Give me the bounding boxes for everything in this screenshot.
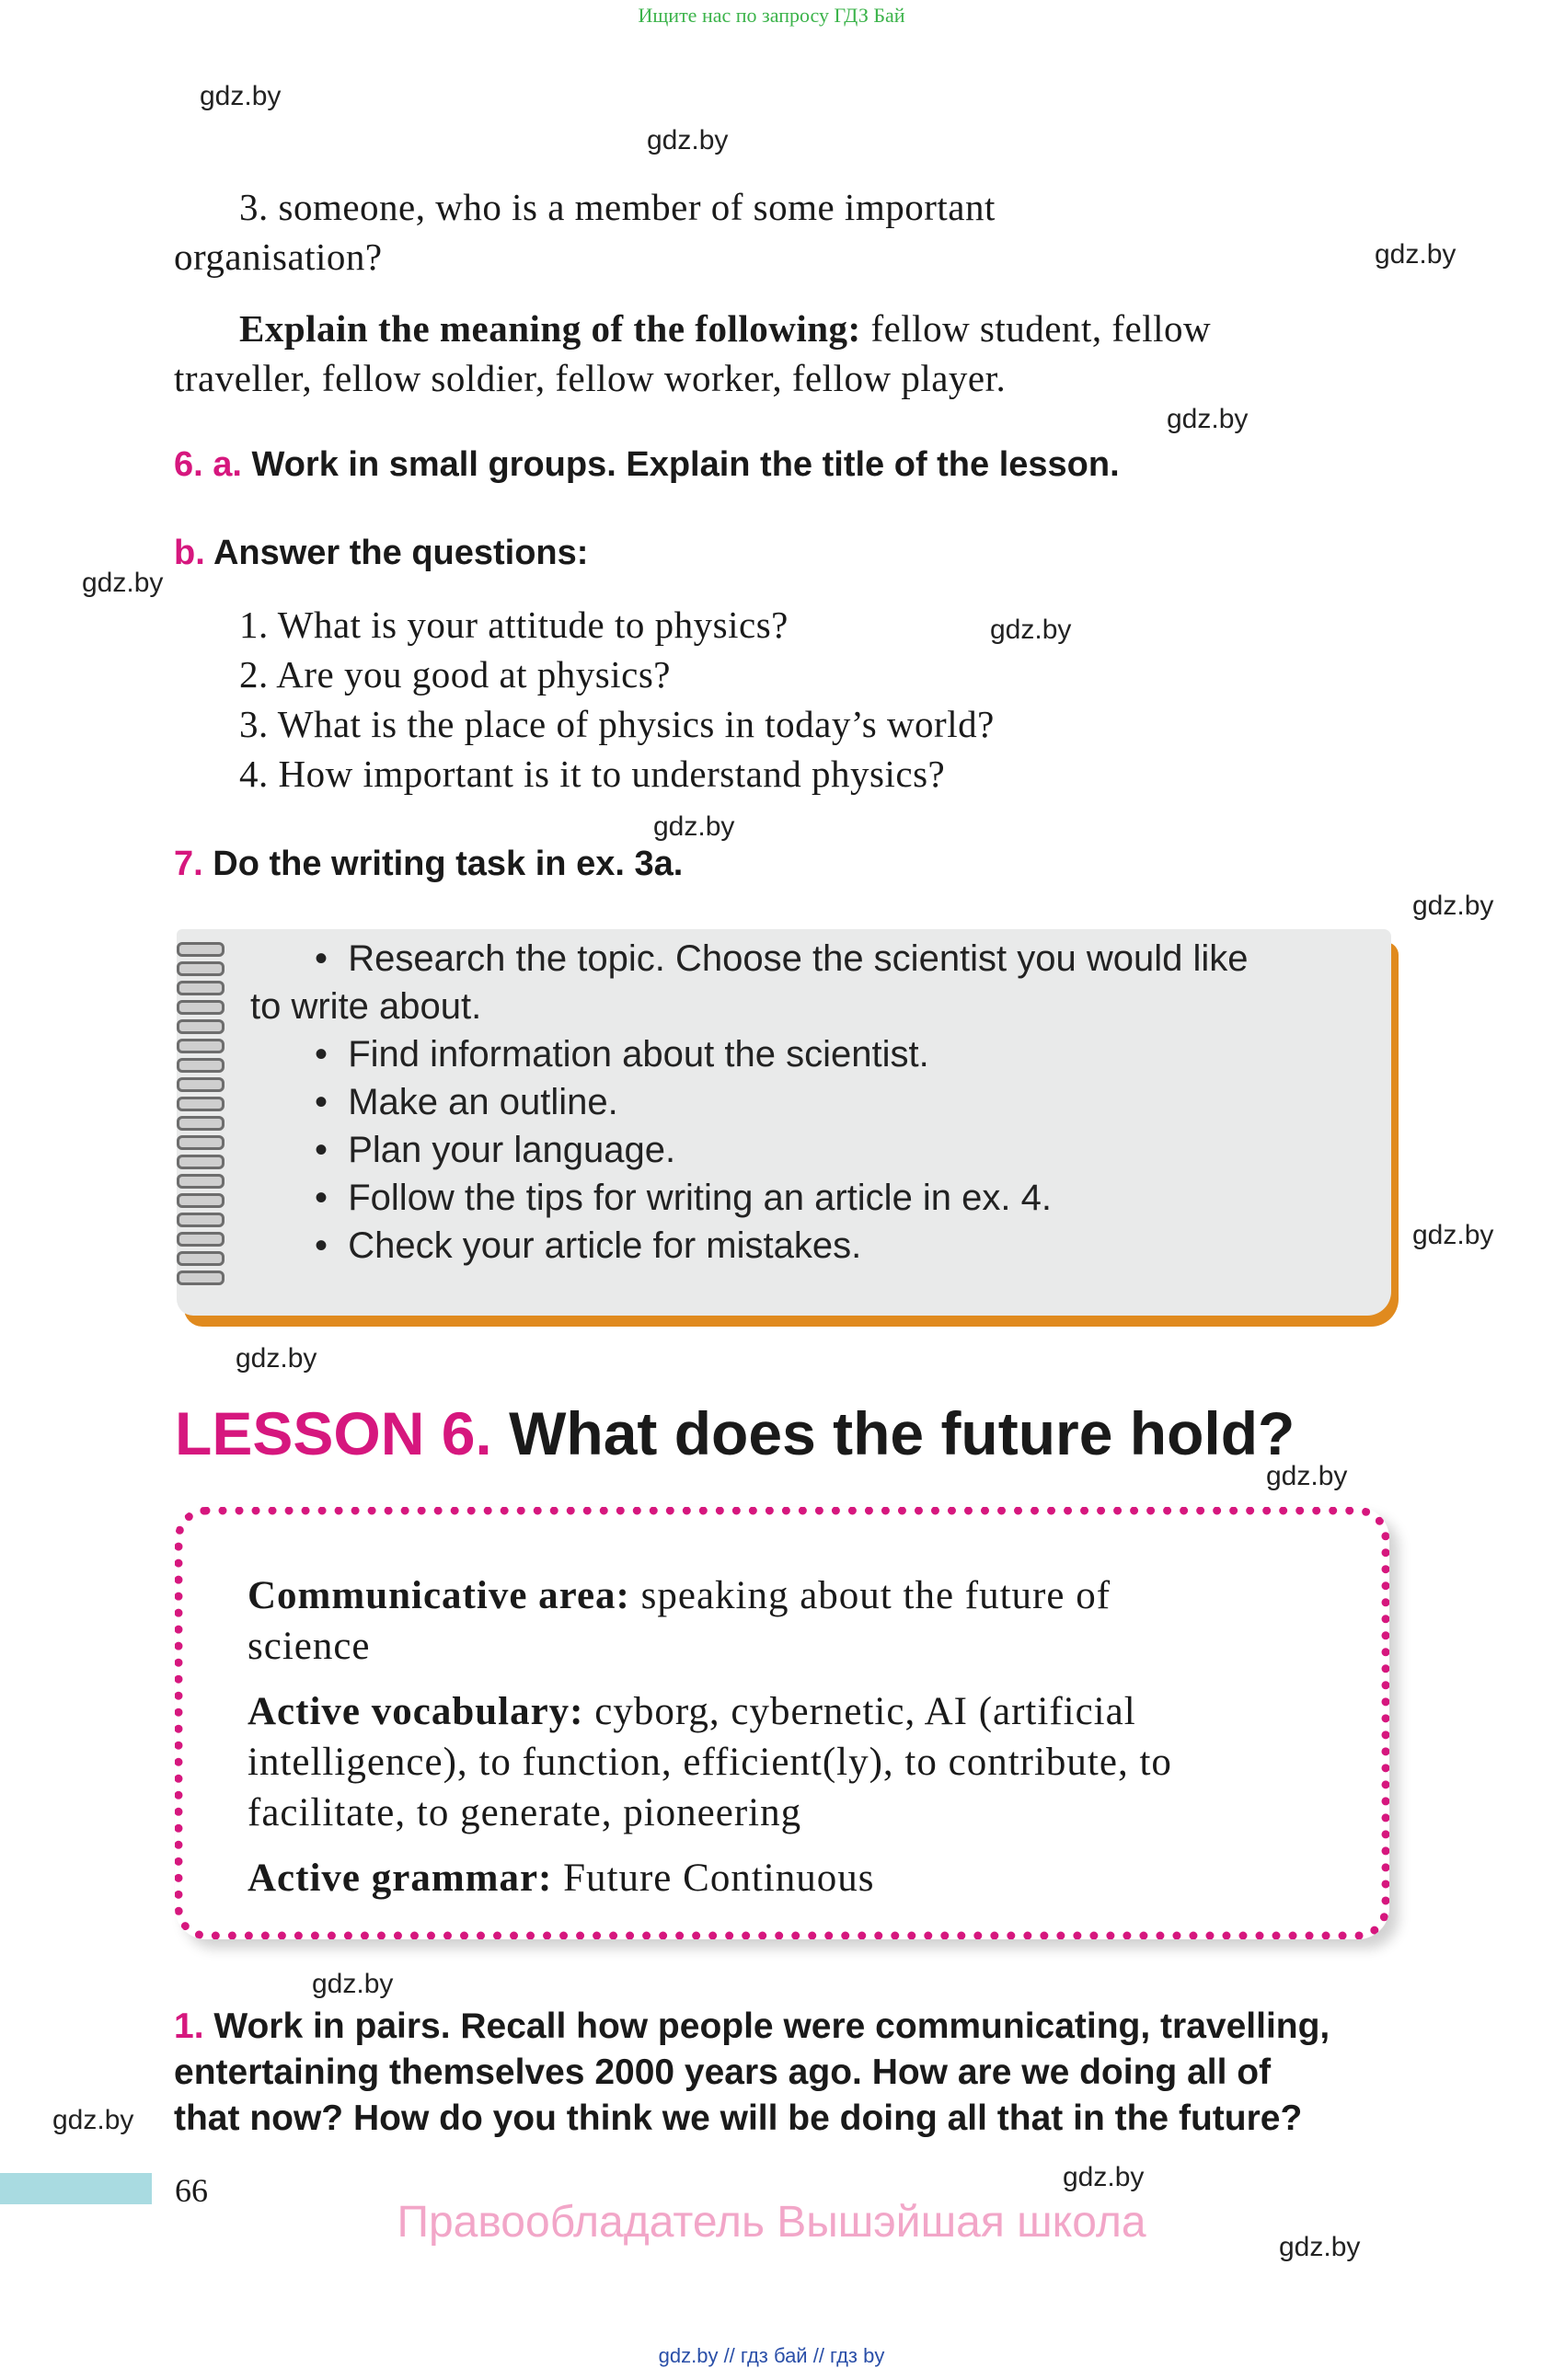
lesson-name: What does the future hold? (491, 1399, 1295, 1467)
ex6-number: 6. (174, 445, 203, 484)
list-item: 4. How important is it to understand physics? (239, 753, 946, 795)
list-item: 1. What is your attitude to physics? (239, 604, 789, 646)
lesson-label: LESSON 6. (175, 1399, 492, 1467)
ex6-b (174, 534, 588, 573)
watermark: gdz.by (312, 1969, 394, 1999)
ex7 (174, 845, 683, 884)
ex6-a-label: a. (213, 445, 242, 484)
explain-heading: Explain the meaning of the following: (239, 307, 861, 350)
active-grammar: Active grammar: Future Continuous (248, 1857, 875, 1900)
list-item: 3. What is the place of physics in today’s world? (239, 703, 995, 745)
ex5-explain-line1 (239, 304, 1211, 354)
list-item: 2. Are you good at physics? (239, 653, 671, 696)
watermark: gdz.by (1167, 404, 1249, 434)
communicative-area: Communicative area: speaking about the future of (248, 1574, 1111, 1617)
ex7-number: 7. (174, 845, 203, 883)
ex5-question-3-line2: organisation? (174, 236, 383, 278)
ring-icon (177, 942, 225, 957)
watermark: gdz.by (653, 811, 735, 842)
list-item: • Make an outline. (315, 1082, 618, 1122)
ring-icon (177, 1116, 225, 1131)
ring-icon (177, 1213, 225, 1227)
notebook-tips (177, 929, 1391, 1316)
ex7-text: Do the writing task in ex. 3a. (213, 845, 684, 883)
lesson-objectives-box (175, 1507, 1389, 1939)
ring-icon (177, 1193, 225, 1208)
ring-icon (177, 1251, 225, 1266)
top-banner[interactable]: Ищите нас по запросу ГДЗ Бай (638, 4, 905, 27)
ex6-b-label: b. (174, 534, 205, 572)
ring-icon (177, 1097, 225, 1111)
communicative-area-cont: science (248, 1625, 371, 1668)
bullet-icon: • (315, 1034, 349, 1075)
list-item: • Research the topic. Choose the scientist you would like (315, 938, 1249, 979)
bullet-icon: • (315, 1130, 349, 1170)
ex6-question-list (239, 600, 995, 799)
active-vocabulary-cont: facilitate, to generate, pioneering (248, 1791, 802, 1834)
watermark: gdz.by (990, 615, 1072, 645)
ex5-question-3-line1: 3. someone, who is a member of some important (239, 186, 996, 228)
bullet-icon: • (315, 1178, 349, 1218)
watermark: gdz.by (1412, 891, 1494, 921)
active-vocabulary-cont: intelligence), to function, efficient(ly), to contribute, to (248, 1741, 1172, 1784)
objectives-text (248, 1570, 1352, 1903)
watermark: gdz.by (236, 1343, 317, 1374)
ring-icon (177, 1270, 225, 1285)
bullet-icon: • (315, 938, 349, 979)
watermark: gdz.by (52, 2105, 134, 2135)
watermark: gdz.by (1279, 2232, 1361, 2262)
ring-icon (177, 1174, 225, 1189)
rights-holder: Правообладатель Вышэйшая школа (397, 2198, 1146, 2247)
explain-text: fellow student, fellow (860, 307, 1212, 350)
list-item: • Check your article for mistakes. (315, 1225, 862, 1266)
bullet-icon: • (315, 1225, 349, 1266)
ring-icon (177, 1232, 225, 1247)
ring-icon (177, 1135, 225, 1150)
ex6-a (174, 445, 1120, 485)
active-vocabulary: Active vocabulary: cyborg, cybernetic, AI (artificial (248, 1690, 1136, 1733)
ring-icon (177, 1058, 225, 1073)
watermark: gdz.by (82, 568, 164, 598)
watermark: gdz.by (1266, 1461, 1348, 1491)
ex6-a-text: Work in small groups. Explain the title of the lesson. (251, 445, 1120, 484)
bottom-links[interactable]: gdz.by // гдз бай // гдз by (658, 2344, 885, 2367)
ex1-line: Work in pairs. Recall how people were communicating, travelling, (203, 2006, 1330, 2046)
watermark: gdz.by (1412, 1220, 1494, 1250)
list-item: • Find information about the scientist. (315, 1034, 929, 1075)
ring-icon (177, 1155, 225, 1169)
ex1-line: entertaining themselves 2000 years ago. How are we doing all of (174, 2052, 1272, 2092)
lesson-title (175, 1398, 1295, 1468)
page-number: 66 (175, 2172, 208, 2209)
ring-icon (177, 981, 225, 995)
ex6-b-text: Answer the questions: (213, 534, 589, 572)
watermark: gdz.by (1375, 239, 1457, 270)
notebook-page (177, 929, 1391, 1316)
list-item-continuation: to write about. (250, 986, 482, 1027)
list-item: • Follow the tips for writing an article in ex. 4. (315, 1178, 1052, 1218)
ex1 (174, 2004, 1330, 2142)
notebook-text (250, 935, 1354, 1270)
spiral-binding-icon (177, 942, 223, 1292)
bullet-icon: • (315, 1082, 349, 1122)
ex1-line: that now? How do you think we will be doing all that in the future? (174, 2098, 1303, 2138)
watermark: gdz.by (647, 125, 729, 155)
ex5-explain-line2: traveller, fellow soldier, fellow worker, fellow player. (174, 357, 1007, 399)
ring-icon (177, 961, 225, 976)
watermark: gdz.by (1063, 2162, 1145, 2192)
list-item: • Plan your language. (315, 1130, 676, 1170)
ring-icon (177, 1000, 225, 1015)
ring-icon (177, 1077, 225, 1092)
watermark: gdz.by (200, 81, 282, 111)
ex1-number: 1. (174, 2006, 204, 2046)
ring-icon (177, 1039, 225, 1053)
ring-icon (177, 1019, 225, 1034)
